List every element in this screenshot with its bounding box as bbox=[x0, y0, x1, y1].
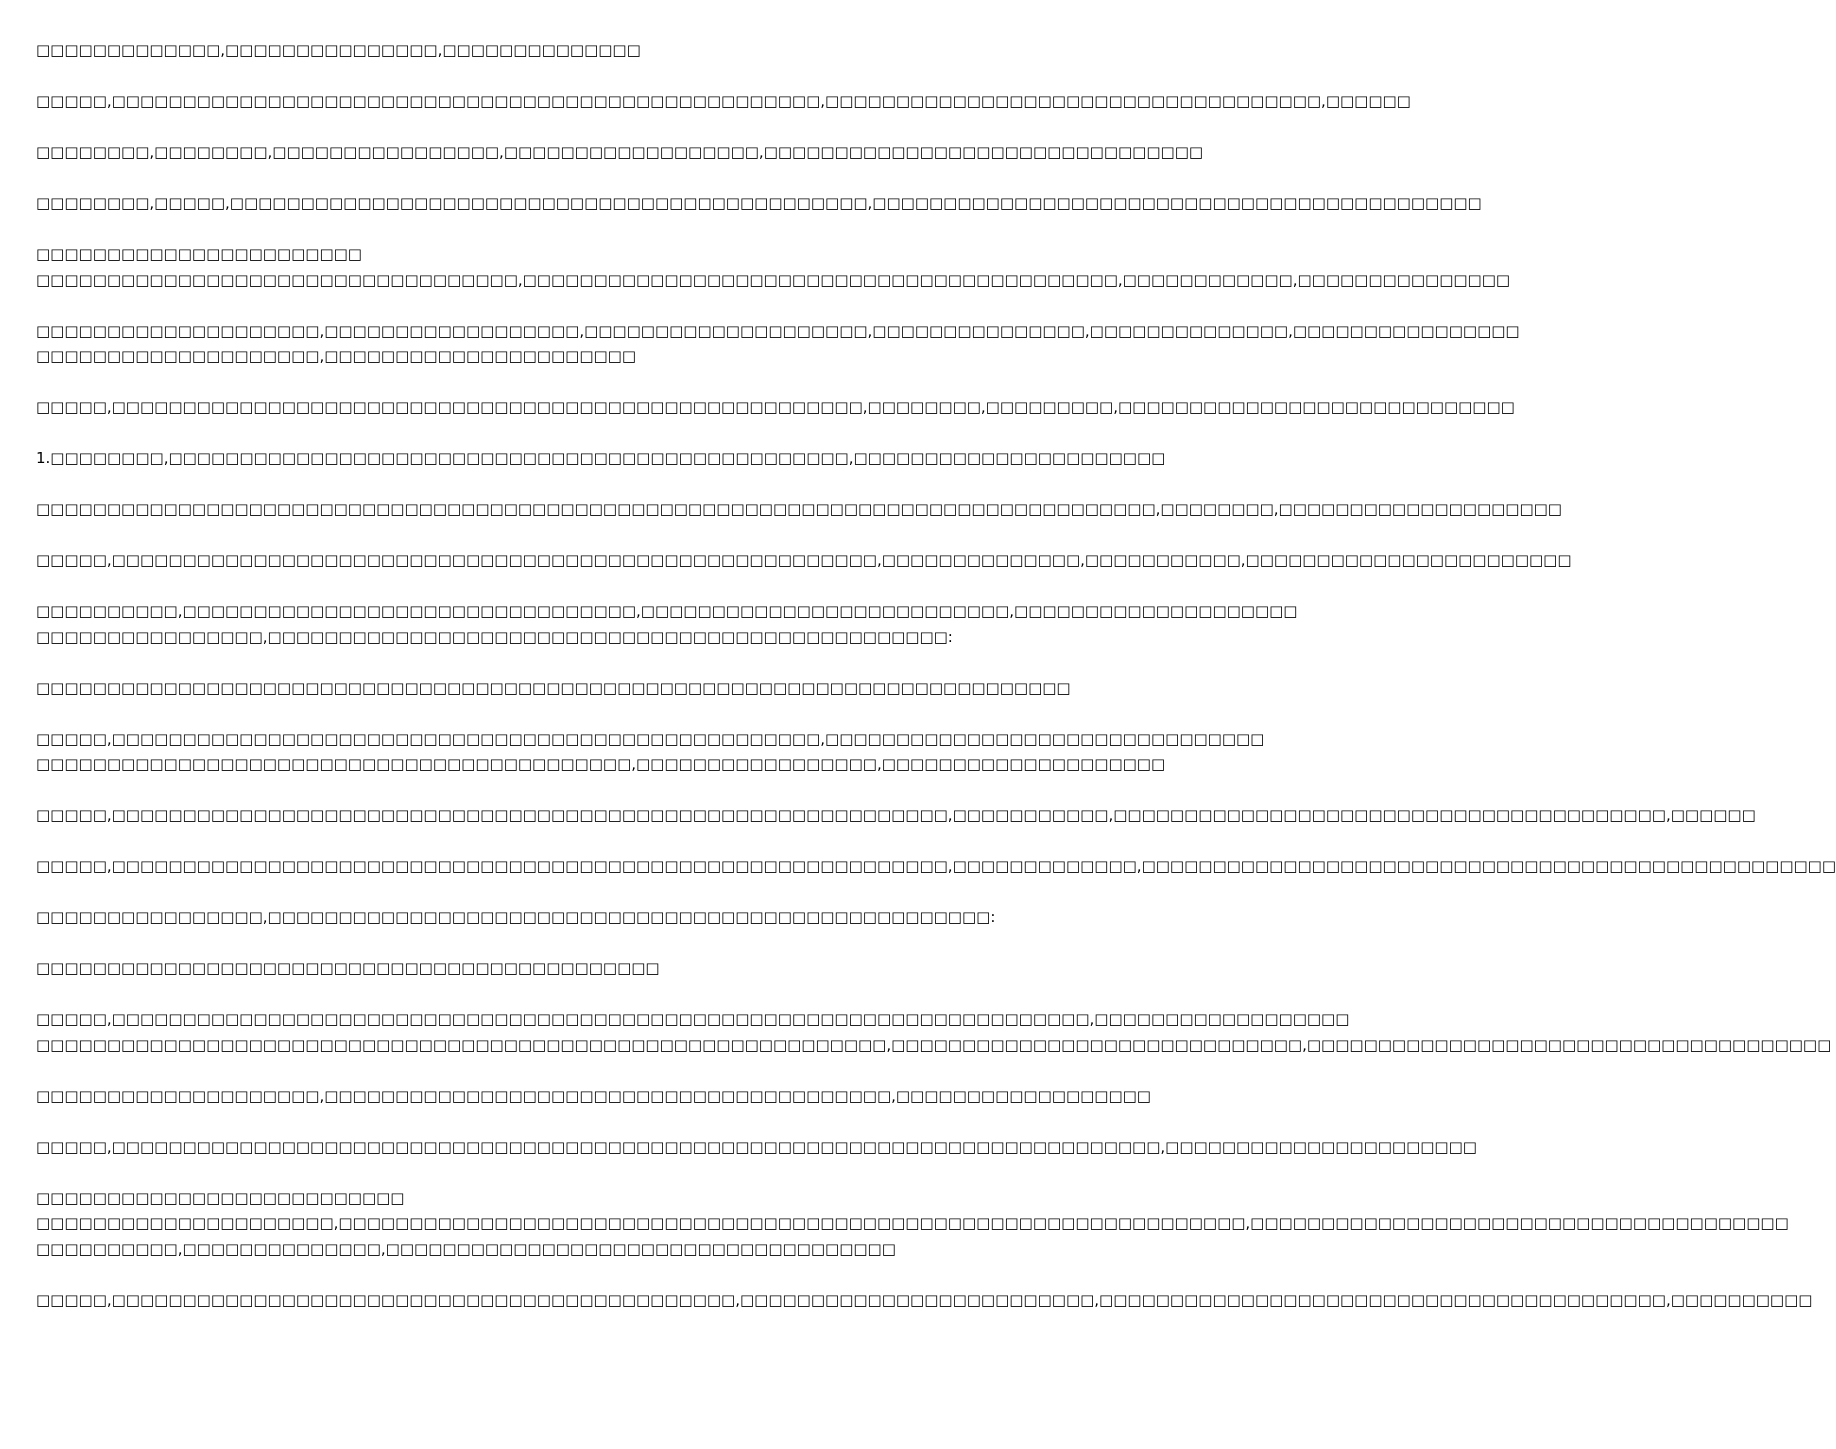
text-line: □□□□□□□□□□□□□□□□□□□□□□□□□□ bbox=[36, 1188, 405, 1207]
paragraph bbox=[36, 395, 1515, 421]
text-line: □□□□□,□□□□□□□□□□□□□□□□□□□□□□□□□□□□□□□□□□□□□□□□□□□□□□□□□□□□□□□□□□□,□□□□□□□□□□□□□,□□□□□□□□□□□□□□□□□□□□□□□□□□□□□□□□□□□□□□□□□□□□□□□□□ bbox=[36, 857, 1836, 875]
paragraph bbox=[36, 497, 1562, 523]
paragraph bbox=[36, 1007, 1832, 1058]
paragraph bbox=[36, 446, 1166, 472]
text-line: □□□□□□□□□□□□□□□□□□□□□□□ bbox=[36, 245, 362, 263]
text-line: □□□□□,□□□□□□□□□□□□□□□□□□□□□□□□□□□□□□□□□□□□□□□□□□□□□□□□□□□□□□□□□□□,□□□□□□□□□□□,□□□□□□□□□□□□□□□□□□□□□□□□□□□□□□□□□□□□□□□,□□□□□□ bbox=[36, 806, 1756, 824]
text-line: □□□□□□□□□□□□□□□□□□□□□□□□□□□□□□□□□□□□□□□□□□□□□□□□□□□□□□□□□□□□,□□□□□□□□□□□□□□□□□□□□□□□□□□□□□,□□□□□□□□□□□□□□□□□□□□□□□□□□□□□□□□□□□□□ bbox=[36, 1035, 1832, 1054]
text-line: □□□□□□□□□□□□□□□□□□□□□□□□□□□□□□□□□□,□□□□□□□□□□□□□□□□□□□□□□□□□□□□□□□□□□□□□□□□□□,□□□□□□□□□□□□,□□□□□□□□□□□□□□□ bbox=[36, 270, 1511, 289]
text-line: □□□□□□□□□□□□□□□□□□□□□□□□□□□□□□□□□□□□□□□□□□,□□□□□□□□□□□□□□□□□,□□□□□□□□□□□□□□□□□□□□ bbox=[36, 755, 1166, 773]
text-line: □□□□□,□□□□□□□□□□□□□□□□□□□□□□□□□□□□□□□□□□□□□□□□□□□□,□□□□□□□□□□□□□□□□□□□□□□□□□,□□□□□□□□□□□□□□□□□□□□□□□□□□□□□□□□□□□□□□□□,□□□□□□□□□□ bbox=[36, 1290, 1813, 1309]
paragraph bbox=[36, 89, 1411, 115]
text-line: □□□□□□□□□□,□□□□□□□□□□□□□□,□□□□□□□□□□□□□□□□□□□□□□□□□□□□□□□□□□□□ bbox=[36, 1239, 896, 1258]
paragraph bbox=[36, 956, 990, 982]
text-line: □□□□□□□□□□□□□□□□,□□□□□□□□□□□□□□□□□□□□□□□□□□□□□□□□□□□□□□□□□□□□□□□□□□□: bbox=[36, 908, 996, 926]
paragraph bbox=[36, 803, 1756, 829]
text-line: □□□□□□□□,□□□□□,□□□□□□□□□□□□□□□□□□□□□□□□□□□□□□□□□□□□□□□□□□□□□,□□□□□□□□□□□□□□□□□□□□□□□□□□□□□□□□□□□□□□□□□□□ bbox=[36, 194, 1482, 212]
text-line: □□□□□□□□□□□□□□□□□□□□,□□□□□□□□□□□□□□□□□□□□□□ bbox=[36, 347, 637, 365]
paragraph bbox=[36, 1084, 1151, 1110]
paragraph bbox=[36, 140, 1204, 166]
text-line: □□□□□□□□□□□□□□□□□□□□,□□□□□□□□□□□□□□□□□□,□□□□□□□□□□□□□□□□□□□□,□□□□□□□□□□□□□□□,□□□□□□□□□□□□□□,□□□□□□□□□□□□□□□□ bbox=[36, 321, 1520, 340]
paragraph bbox=[36, 191, 1482, 217]
text-line: □□□□□□□□□□□□□,□□□□□□□□□□□□□□□,□□□□□□□□□□□□□□ bbox=[36, 41, 641, 59]
paragraph bbox=[36, 38, 990, 64]
paragraph bbox=[36, 242, 1511, 293]
paragraph bbox=[36, 548, 1572, 574]
paragraph bbox=[36, 1288, 1813, 1314]
paragraph bbox=[36, 1135, 1477, 1161]
text-line: □□□□□,□□□□□□□□□□□□□□□□□□□□□□□□□□□□□□□□□□□□□□□□□□□□□□□□□□,□□□□□□□□□□□□□□□□□□□□□□□□□□□□□□□□□□□,□□□□□□ bbox=[36, 92, 1411, 110]
paragraph bbox=[36, 1186, 1789, 1263]
paragraph bbox=[36, 319, 1520, 370]
document-page bbox=[36, 38, 1836, 1339]
text-line: □□□□□,□□□□□□□□□□□□□□□□□□□□□□□□□□□□□□□□□□□□□□□□□□□□□□□□□□□□□□,□□□□□□□□□□□□□□,□□□□□□□□□□□,□□□□□□□□□□□□□□□□□□□□□□□ bbox=[36, 551, 1572, 569]
paragraph bbox=[36, 676, 1071, 702]
paragraph bbox=[36, 854, 1836, 880]
text-line: □□□□□,□□□□□□□□□□□□□□□□□□□□□□□□□□□□□□□□□□□□□□□□□□□□□□□□□□,□□□□□□□□□□□□□□□□□□□□□□□□□□□□□□□ bbox=[36, 729, 1265, 748]
text-line: □□□□□□□□□□□□□□□□□□□□□,□□□□□□□□□□□□□□□□□□□□□□□□□□□□□□□□□□□□□□□□□□□□□□□□□□□□□□□□□□□□□□□□,□□□□□□□□□□□□□□□□□□□□□□□□□□□□□□□□□□□□□□ bbox=[36, 1214, 1789, 1232]
text-line: 1.□□□□□□□□,□□□□□□□□□□□□□□□□□□□□□□□□□□□□□□□□□□□□□□□□□□□□□□□□,□□□□□□□□□□□□□□□□□□□□□□ bbox=[36, 449, 1166, 467]
text-line: □□□□□,□□□□□□□□□□□□□□□□□□□□□□□□□□□□□□□□□□□□□□□□□□□□□□□□□□□□□,□□□□□□□□,□□□□□□□□□,□□□□□□□□□□□□□□□□□□□□□□□□□□□□ bbox=[36, 398, 1515, 416]
paragraph bbox=[36, 905, 996, 931]
text-line: □□□□□,□□□□□□□□□□□□□□□□□□□□□□□□□□□□□□□□□□□□□□□□□□□□□□□□□□□□□□□□□□□□□□□□□□□□□,□□□□□□□□□□□□□□□□□□ bbox=[36, 1010, 1350, 1028]
text-line: □□□□□□□□□□□□□□□□□□□□,□□□□□□□□□□□□□□□□□□□□□□□□□□□□□□□□□□□□□□□□,□□□□□□□□□□□□□□□□□□ bbox=[36, 1086, 1151, 1105]
paragraph bbox=[36, 727, 1265, 778]
text-line: □□□□□□□□□□□□□□□□□□□□□□□□□□□□□□□□□□□□□□□□□□□□ bbox=[36, 959, 660, 977]
text-line: □□□□□□□□,□□□□□□□□,□□□□□□□□□□□□□□□□,□□□□□□□□□□□□□□□□□□,□□□□□□□□□□□□□□□□□□□□□□□□□□□□□□□ bbox=[36, 143, 1204, 161]
text-line: □□□□□□□□□□□□□□□□,□□□□□□□□□□□□□□□□□□□□□□□□□□□□□□□□□□□□□□□□□□□□□□□□: bbox=[36, 627, 953, 646]
text-line: □□□□□□□□□□,□□□□□□□□□□□□□□□□□□□□□□□□□□□□□□□□,□□□□□□□□□□□□□□□□□□□□□□□□□□,□□□□□□□□□□□□□□□□□□□□ bbox=[36, 602, 1298, 620]
text-line: □□□□□□□□□□□□□□□□□□□□□□□□□□□□□□□□□□□□□□□□□□□□□□□□□□□□□□□□□□□□□□□□□□□□□□□□□□□□□□□,□□□□□□□□,□□□□□□□□□□□□□□□□□□□□ bbox=[36, 500, 1562, 518]
text-line: □□□□□,□□□□□□□□□□□□□□□□□□□□□□□□□□□□□□□□□□□□□□□□□□□□□□□□□□□□□□□□□□□□□□□□□□□□□□□□□□,□□□□□□□□□□□□□□□□□□□□□□ bbox=[36, 1137, 1477, 1156]
paragraph bbox=[36, 599, 1298, 650]
text-line: □□□□□□□□□□□□□□□□□□□□□□□□□□□□□□□□□□□□□□□□□□□□□□□□□□□□□□□□□□□□□□□□□□□□□□□□□ bbox=[36, 678, 1071, 697]
